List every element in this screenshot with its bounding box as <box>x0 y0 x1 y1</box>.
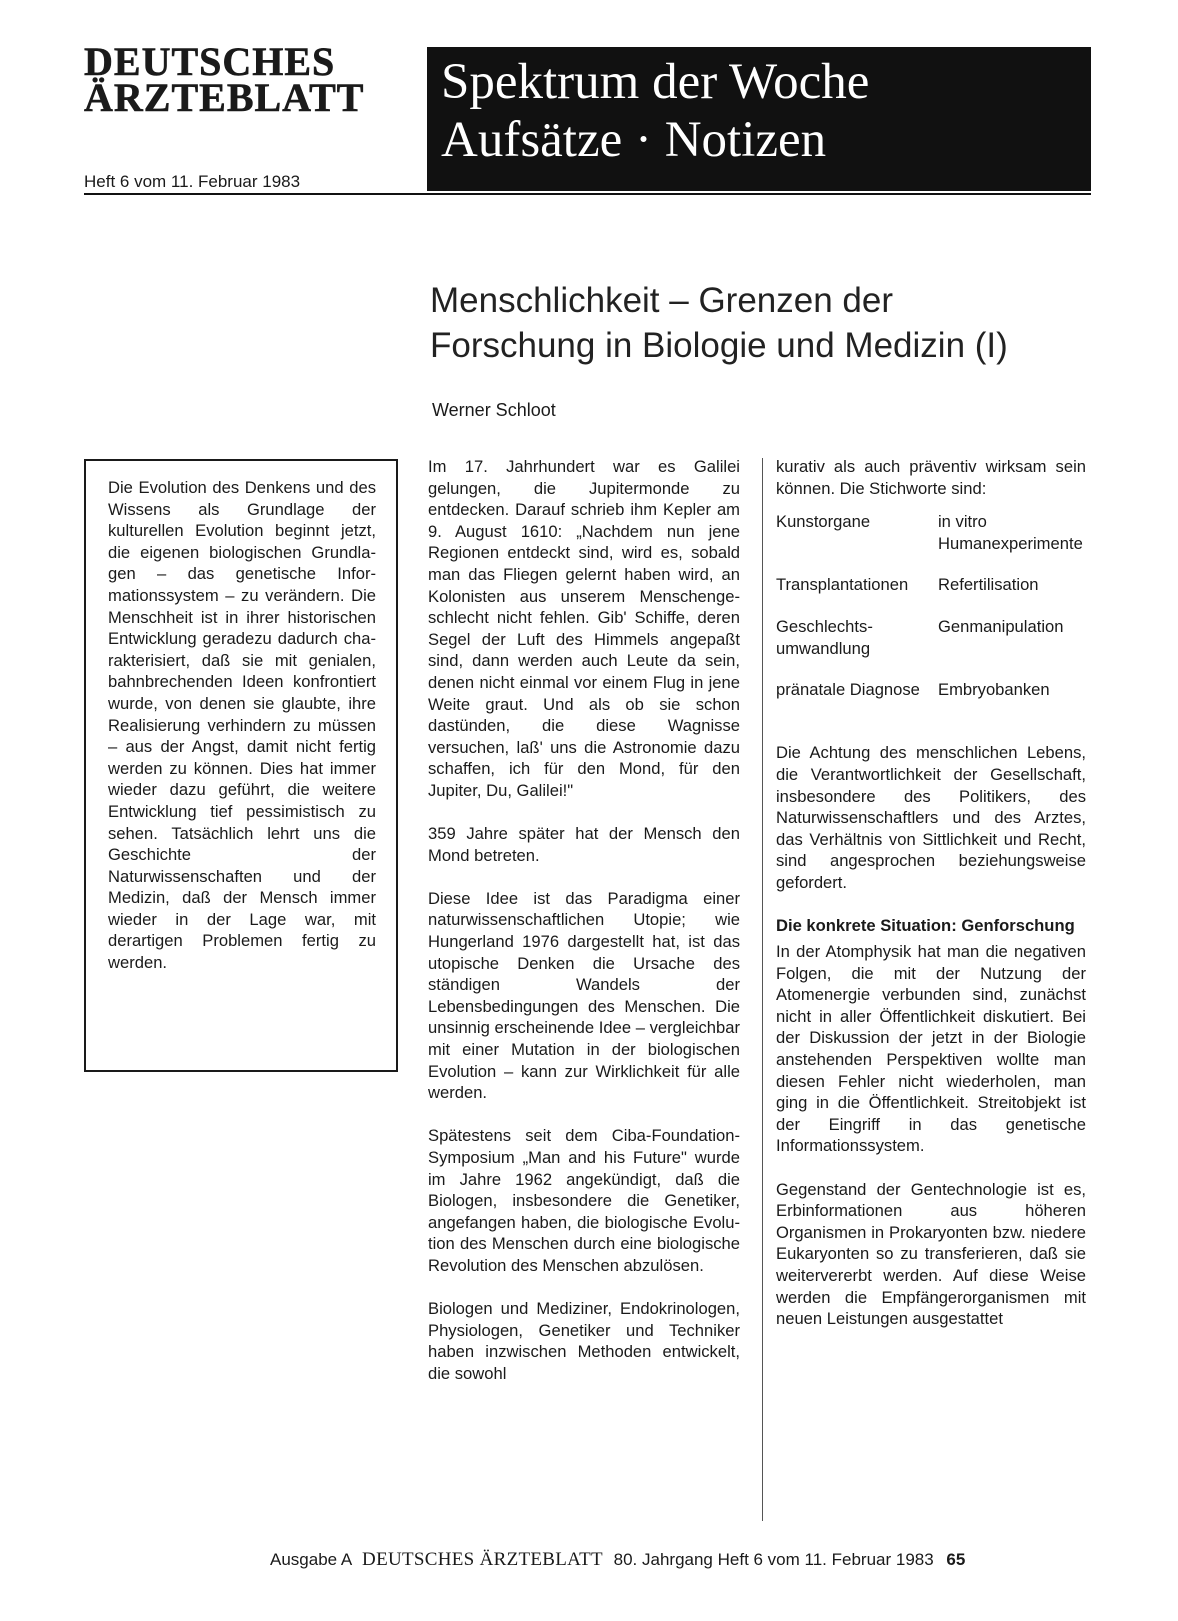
keyword-right: in vitro Humanexperimente <box>938 512 1083 553</box>
paragraph: Biologen und Mediziner, Endokrinologen, Physiologen, Genetiker und Techniker haben inzwischen Methoden entwickelt, die sowohl <box>428 1299 740 1383</box>
abstract-box <box>84 459 398 1072</box>
page-number: 65 <box>946 1550 966 1569</box>
footer-edition: Ausgabe A <box>270 1550 352 1569</box>
keyword-left: Geschlechtsumwandlung <box>776 616 873 658</box>
issue-date: Heft 6 vom 11. Februar 1983 <box>84 172 301 191</box>
section-title-line-2: Aufsätze · Notizen <box>441 112 827 168</box>
keyword-left: Transplantationen <box>776 575 909 595</box>
text-column-3 <box>776 456 1086 1351</box>
paragraph: 359 Jahre später hat der Mensch den Mond betreten. <box>428 824 740 865</box>
section-subheading: Die konkrete Situation: Genforschung <box>776 916 1075 936</box>
section-title-line-1: Spektrum der Woche <box>441 54 870 110</box>
keyword-row <box>776 574 1086 616</box>
journal-logo <box>84 39 414 120</box>
abstract-text: Die Evolution des Denkens und des Wissens als Grundlage der kulturellen Evolution beginnt jetzt, die eigenen biologischen Grundlagen – das genetische Informationssystem – zu verändern. Die Menschheit ist in ihrer historischen Entwicklung geradezu dadurch charakterisiert, daß sie mit genialen, bahnbrechenden Ideen konfrontiert wurde, von denen sie glaubte, ihre Realisierung verhindern zu müssen – aus der Angst, damit nicht fertig werden zu können. Dies hat immer wieder dazu geführt, die weitere Entwicklung tief pessimistisch zu sehen. Tatsächlich lehrt uns die Geschichte der Naturwissenschaften und der Medizin, daß der Mensch immer wieder in der Lage war, mit derartigen Problemen fertig zu werden. <box>108 478 376 973</box>
paragraph: Im 17. Jahrhundert war es Galilei gelungen, die Jupitermonde zu entdecken. Darauf schrieb ihm Kepler am 9. August 1610: „Nachdem nun jene Regionen entdeckt sind, wird es, sobald man das Fliegen gelernt haben wird, an Kolonisten aus unserem Menschengeschlecht nicht fehlen. Gib' Schiffe, deren Segel der Luft des Himmels angepaßt sind, dann werden auch Leute da sein, denen nicht einmal vor einem Flug in jene Weite graut. Und als ob sie schon dastünden, die diese Wagnisse versuchen, laß' uns die Astronomie dazu schaffen, ich für den Mond, für den Jupiter, Du, Galilei!" <box>428 457 740 800</box>
logo-line-1: DEUTSCHES <box>84 39 336 84</box>
paragraph: Spätestens seit dem Ciba-Foundation-Symposium „Man and his Future" wurde im Jahre 1962 angekündigt, daß die Biologen, insbesondere die Genetiker, angefangen haben, die biologische Evolution des Menschen durch eine biologische Revolution des Menschen abzulösen. <box>428 1126 740 1275</box>
footer-journal-logo: DEUTSCHES ÄRZTEBLATT <box>362 1549 603 1570</box>
paragraph: Die Achtung des menschlichen Lebens, die Verantwortlichkeit der Gesellschaft, insbesondere des Politikers, des Naturwissenschaftlers und des Arztes, das Verhältnis von Sittlichkeit und Recht, sind angesprochen beziehungsweise gefordert. <box>776 743 1086 892</box>
footer-issue: 80. Jahrgang Heft 6 vom 11. Februar 1983 <box>613 1550 934 1569</box>
keyword-table <box>776 511 1086 721</box>
keyword-right: Genmanipulation <box>938 616 1064 636</box>
article-title-line-2: Forschung in Biologie und Medizin (I) <box>430 326 1008 365</box>
section-title <box>441 53 1091 169</box>
article-title-line-1: Menschlichkeit – Grenzen der <box>430 281 893 320</box>
keyword-row <box>776 511 1086 574</box>
article-author: Werner Schloot <box>432 400 556 420</box>
logo-line-2: ÄRZTEBLATT <box>84 75 365 120</box>
masthead-rule <box>84 193 1091 195</box>
keyword-right: Refertilisation <box>938 575 1039 595</box>
keyword-left: Kunstorgane <box>776 512 871 532</box>
paragraph: Diese Idee ist das Paradigma einer naturwissenschaftlichen Utopie; wie Hungerland 1976 dargestellt hat, ist das utopische Denken die Ursache des ständigen Wandels der Lebensbedingungen des Menschen. Die unsinnig erscheinende Idee – vergleichbar mit einer Mutation in der biologischen Evolution – kann zur Wirklichkeit für alle werden. <box>428 888 740 1103</box>
keyword-row <box>776 616 1086 679</box>
article-title <box>430 278 1110 368</box>
keyword-left: pränatale Diagnose <box>776 680 920 700</box>
keyword-right: Embryobanken <box>938 680 1050 700</box>
paragraph: In der Atomphysik hat man die negativen Folgen, die mit der Nutzung der Atomenergie verbunden sind, zunächst nicht in aller Öffentlichkeit diskutiert. Bei der Diskussion der jetzt in der Biologie anstehenden Perspektiven wollte man diesen Fehler nicht wiederholen, man ging in die Öffentlichkeit. Streitobjekt ist der Eingriff in das genetische Informationssystem. <box>776 942 1086 1156</box>
text-column-2 <box>428 456 740 1406</box>
paragraph: Gegenstand der Gentechnologie ist es, Erbinformationen aus höheren Organismen in Prokaryonten bzw. niedere Eukaryonten so zu transferieren, daß sie weitervererbt werden. Auf diese Weise werden die Empfängerorganismen mit neuen Leistungen ausgestattet <box>776 1179 1086 1329</box>
keyword-row <box>776 679 1086 721</box>
column-divider <box>762 458 763 1521</box>
page-footer <box>270 1549 965 1571</box>
paragraph: kurativ als auch präventiv wirksam sein können. Die Stichworte sind: <box>776 457 1086 498</box>
